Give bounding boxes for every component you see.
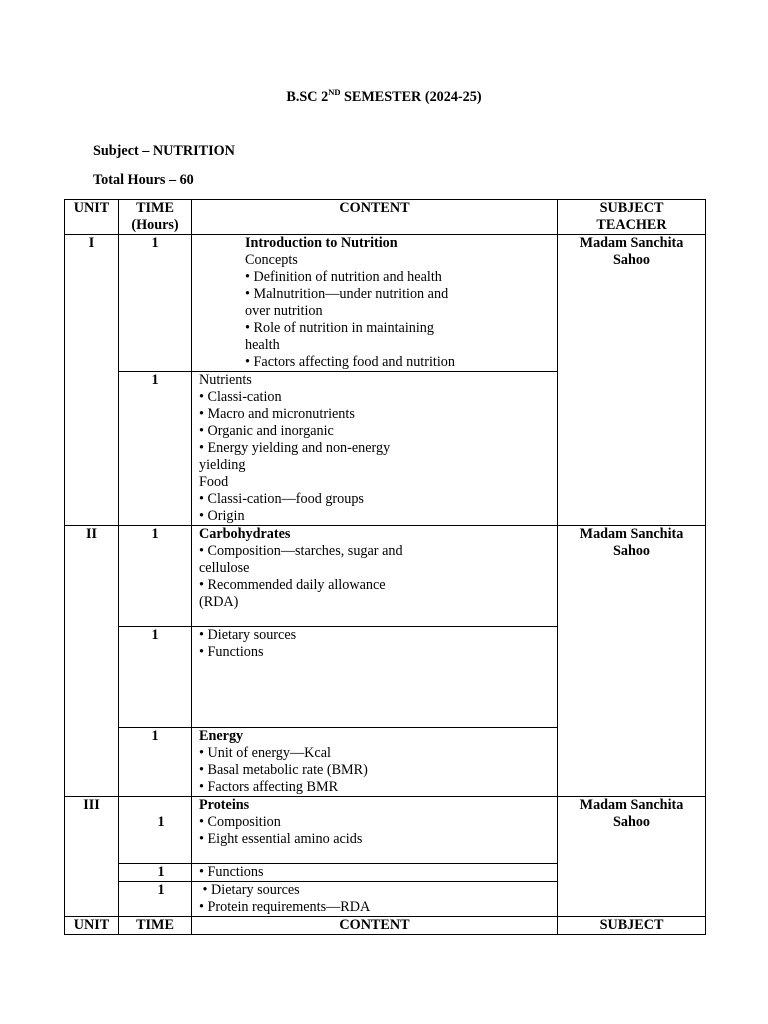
time-cell: 1 <box>119 372 192 526</box>
content-cell: • Dietary sources • Protein requirements—RDA <box>192 882 558 917</box>
time-cell: 1 <box>119 526 192 627</box>
table-footer-header-row <box>65 917 706 935</box>
header-time: TIME (Hours) <box>119 200 192 235</box>
content-cell: Nutrients • Classi-cation • Macro and micronutrients • Organic and inorganic • Energy yielding and non-energy yielding Food • Classi-cation—food groups • Origin <box>192 372 558 526</box>
document-title <box>0 89 768 106</box>
content-cell: Energy • Unit of energy—Kcal • Basal metabolic rate (BMR) • Factors affecting BMR <box>192 728 558 797</box>
table-row <box>65 526 706 627</box>
footer-header-unit: UNIT <box>65 917 119 935</box>
syllabus-table <box>64 199 706 935</box>
title-superscript: ND <box>328 87 341 97</box>
header-unit: UNIT <box>65 200 119 235</box>
footer-header-subject: SUBJECT <box>558 917 706 935</box>
content-cell: • Functions <box>192 864 558 882</box>
title-suffix: SEMESTER (2024-25) <box>340 89 482 105</box>
subject-line: Subject – NUTRITION <box>93 143 235 159</box>
content-cell: • Dietary sources • Functions <box>192 627 558 728</box>
time-cell: 1 <box>119 235 192 372</box>
time-cell: 1 <box>119 627 192 728</box>
time-cell: 1 <box>119 864 192 882</box>
content-cell: Proteins • Composition • Eight essential amino acids <box>192 797 558 864</box>
title-prefix: B.SC 2 <box>286 89 329 105</box>
teacher-cell: Madam Sanchita Sahoo <box>558 235 706 526</box>
table-header-row <box>65 200 706 235</box>
unit-cell: I <box>65 235 119 526</box>
footer-header-time: TIME <box>119 917 192 935</box>
teacher-cell: Madam Sanchita Sahoo <box>558 797 706 917</box>
header-subject-teacher: SUBJECT TEACHER <box>558 200 706 235</box>
teacher-cell: Madam Sanchita Sahoo <box>558 526 706 797</box>
time-cell: 1 <box>119 728 192 797</box>
content-cell: Carbohydrates • Composition—starches, sugar and cellulose • Recommended daily allowance (RDA) <box>192 526 558 627</box>
time-cell: 1 <box>119 797 192 864</box>
table-row <box>65 797 706 864</box>
header-content: CONTENT <box>192 200 558 235</box>
unit-cell: III <box>65 797 119 917</box>
unit-cell: II <box>65 526 119 797</box>
content-cell: Introduction to Nutrition Concepts • Definition of nutrition and health • Malnutrition—under nutrition and over nutrition • Role of nutrition in maintaining health • Factors affecting food and nutrition <box>192 235 558 372</box>
time-cell: 1 <box>119 882 192 917</box>
table-row <box>65 235 706 372</box>
footer-header-content: CONTENT <box>192 917 558 935</box>
total-hours-line: Total Hours – 60 <box>93 172 194 188</box>
